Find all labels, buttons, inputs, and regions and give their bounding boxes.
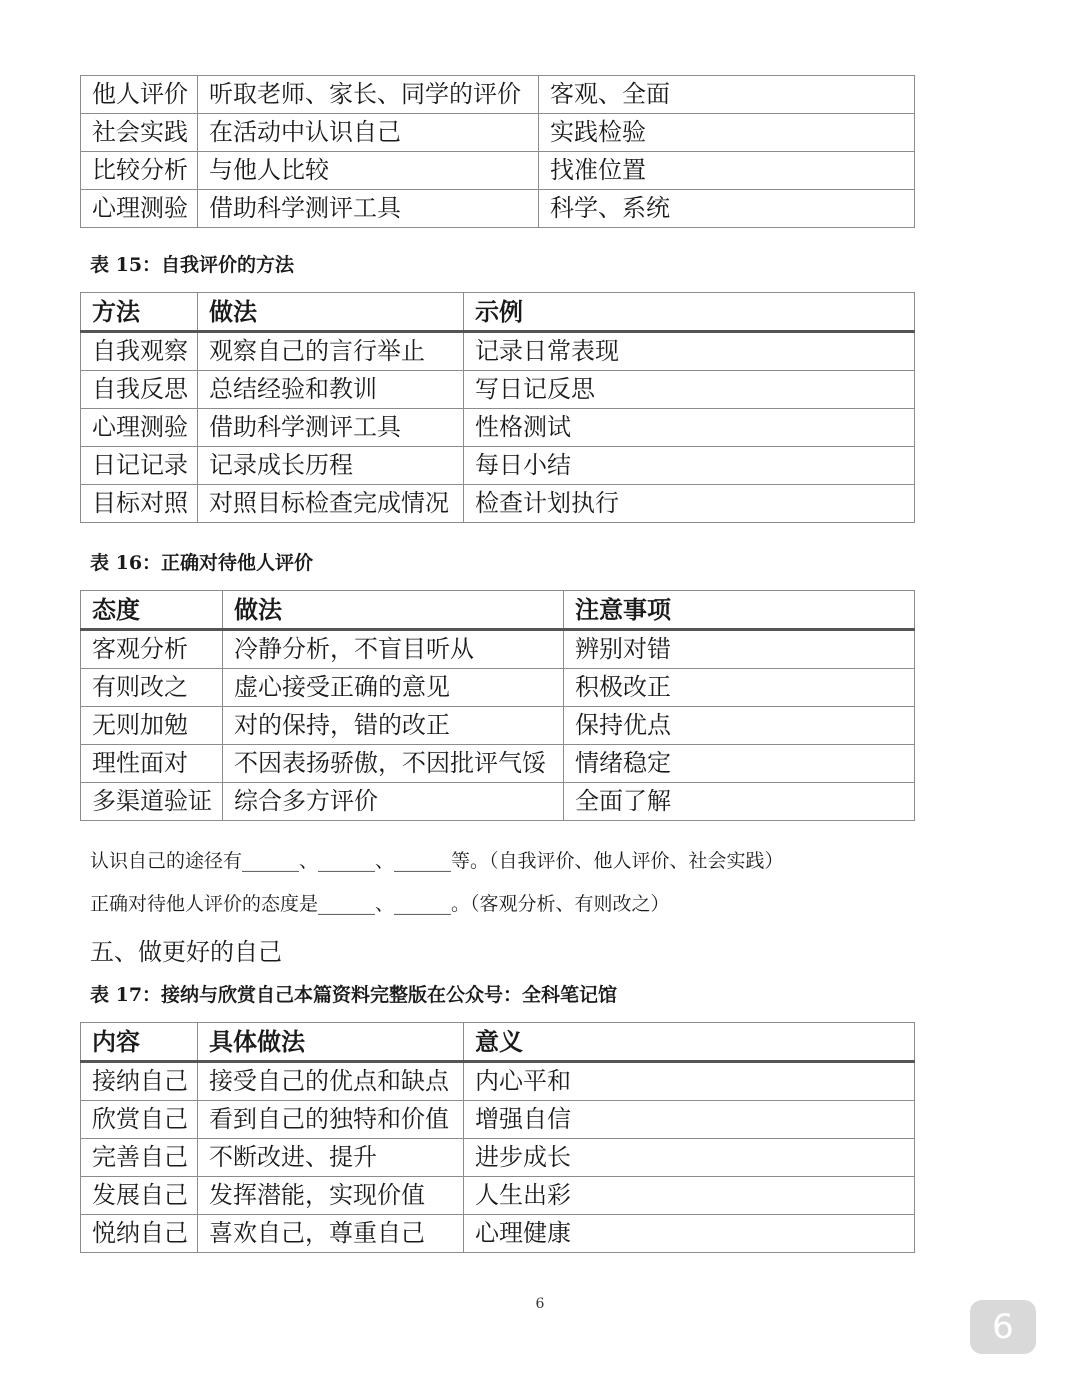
table-header-row [81,293,915,332]
table-cell: 借助科学测评工具 [198,190,539,228]
table-row [81,409,915,447]
table-cell: 心理测验 [81,190,198,228]
table-14 [80,75,915,228]
table-cell: 情绪稳定 [564,745,915,783]
table-cell: 保持优点 [564,707,915,745]
table-cell: 记录日常表现 [464,332,915,371]
table-cell: 在活动中认识自己 [198,114,539,152]
table-cell: 性格测试 [464,409,915,447]
table-cell: 与他人比较 [198,152,539,190]
table-cell: 客观分析 [81,630,223,669]
table-cell: 接纳自己 [81,1062,198,1101]
table-cell: 每日小结 [464,447,915,485]
table-row [81,190,915,228]
table-cell: 完善自己 [81,1139,198,1177]
table-row [81,152,915,190]
column-header: 内容 [81,1023,198,1062]
table-row [81,707,915,745]
table-cell: 科学、系统 [539,190,915,228]
column-header: 具体做法 [198,1023,464,1062]
table-cell: 无则加勉 [81,707,223,745]
table-cell: 观察自己的言行举止 [198,332,464,371]
table-16 [80,590,915,821]
table-cell: 写日记反思 [464,371,915,409]
table-cell: 自我观察 [81,332,198,371]
table-cell: 比较分析 [81,152,198,190]
table-cell: 自我反思 [81,371,198,409]
table-row [81,485,915,523]
column-header: 方法 [81,293,198,332]
table-cell: 心理健康 [464,1215,915,1253]
table-row [81,371,915,409]
table-cell: 目标对照 [81,485,198,523]
fill-in-line: 认识自己的途径有______、______、______等。（自我评价、他人评价、社会实践） [90,850,784,872]
table-cell: 找准位置 [539,152,915,190]
table-cell: 冷静分析，不盲目听从 [223,630,564,669]
table-15-caption: 表 15：自我评价的方法 [90,254,295,276]
table-cell: 日记记录 [81,447,198,485]
table-cell: 悦纳自己 [81,1215,198,1253]
table-row [81,630,915,669]
table-cell: 看到自己的独特和价值 [198,1101,464,1139]
table-cell: 总结经验和教训 [198,371,464,409]
fill-in-line: 正确对待他人评价的态度是______、______。（客观分析、有则改之） [90,893,670,915]
table-row [81,745,915,783]
table-cell: 积极改正 [564,669,915,707]
column-header: 意义 [464,1023,915,1062]
table-cell: 记录成长历程 [198,447,464,485]
table-17-caption: 表 17：接纳与欣赏自己本篇资料完整版在公众号：全科笔记馆 [90,984,618,1006]
table-row [81,114,915,152]
table-cell: 不断改进、提升 [198,1139,464,1177]
table-cell: 多渠道验证 [81,783,223,821]
section-heading: 五、做更好的自己 [90,938,282,966]
table-cell: 他人评价 [81,76,198,114]
table-cell: 检查计划执行 [464,485,915,523]
table-cell: 对照目标检查完成情况 [198,485,464,523]
table-cell: 喜欢自己，尊重自己 [198,1215,464,1253]
table-cell: 发挥潜能，实现价值 [198,1177,464,1215]
table-cell: 理性面对 [81,745,223,783]
table-row [81,1062,915,1101]
table-row [81,1215,915,1253]
table-cell: 对的保持，错的改正 [223,707,564,745]
table-cell: 综合多方评价 [223,783,564,821]
table-cell: 借助科学测评工具 [198,409,464,447]
page-badge: 6 [970,1300,1036,1354]
table-16-caption: 表 16：正确对待他人评价 [90,552,314,574]
column-header: 态度 [81,591,223,630]
table-row [81,1139,915,1177]
table-cell: 接受自己的优点和缺点 [198,1062,464,1101]
table-cell: 客观、全面 [539,76,915,114]
table-cell: 听取老师、家长、同学的评价 [198,76,539,114]
table-cell: 发展自己 [81,1177,198,1215]
table-row [81,783,915,821]
table-row [81,76,915,114]
table-cell: 欣赏自己 [81,1101,198,1139]
table-header-row [81,591,915,630]
page-number: 6 [535,1296,545,1312]
table-cell: 全面了解 [564,783,915,821]
table-cell: 有则改之 [81,669,223,707]
table-cell: 心理测验 [81,409,198,447]
table-row [81,332,915,371]
table-cell: 实践检验 [539,114,915,152]
table-header-row [81,1023,915,1062]
column-header: 注意事项 [564,591,915,630]
table-cell: 社会实践 [81,114,198,152]
table-row [81,1177,915,1215]
table-cell: 虚心接受正确的意见 [223,669,564,707]
table-cell: 内心平和 [464,1062,915,1101]
column-header: 示例 [464,293,915,332]
table-row [81,1101,915,1139]
table-15 [80,292,915,523]
table-row [81,447,915,485]
table-cell: 增强自信 [464,1101,915,1139]
column-header: 做法 [198,293,464,332]
table-row [81,669,915,707]
table-cell: 不因表扬骄傲，不因批评气馁 [223,745,564,783]
table-cell: 人生出彩 [464,1177,915,1215]
table-cell: 进步成长 [464,1139,915,1177]
table-cell: 辨别对错 [564,630,915,669]
column-header: 做法 [223,591,564,630]
table-17 [80,1022,915,1253]
